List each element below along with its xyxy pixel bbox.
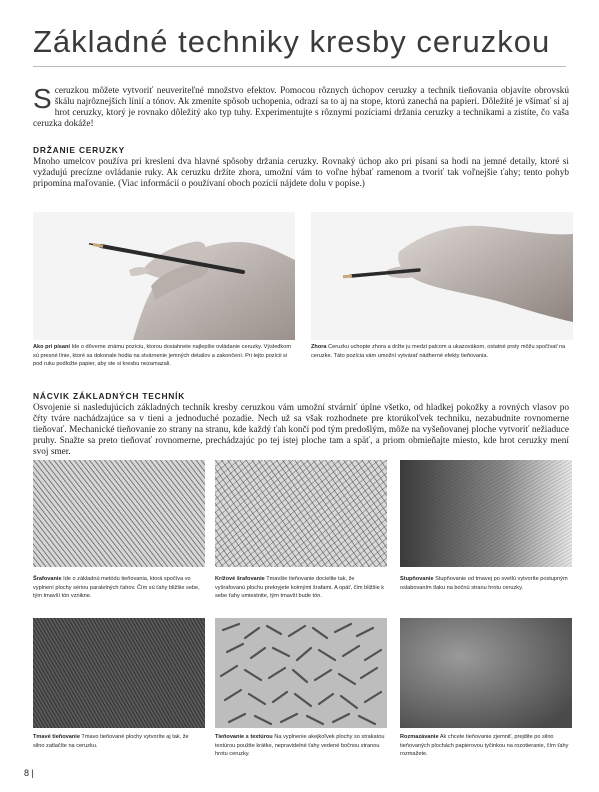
hand-holding-pencil-overhand-photo <box>311 212 573 340</box>
techniques-paragraph: Osvojenie si nasledujúcich základných techník kresby ceruzkou vám umožní stvárniť úplne všetko, od hladkej pokožky a rovných vlasov po čŕty tváre nachádzajúce sa v tieni a jednoduché pozadie. Nech už sa však rozhodnete pre ktorúkoľvek techniku, nezabudnite rovnomerne tieňovať. Mechanické tieňovanie zo strany na stranu, kde každý ťah končí pod tým predošlým, môže na vyšeňovanej ploche vytvoriť nežiaduce pruhy. Snažte sa preto tieňovať rovnomerne, prechádzajúc po tej istej ploche tam a späť, a priom obmieňajte miesto, kde hrot ceruzky mení svoj smer. <box>33 403 569 457</box>
intro-text: ceruzkou môžete vytvoriť neuveriteľné množstvo efektov. Pomocou rôznych úchopov ceruzky a techník tieňovania objavíte obrovskú škálu najrôznejších línií a tónov. Ak zmeníte spôsob uchopenia, odrazí sa to aj na stope, ktorú zanechá na papieri. Dôležité je všímať si aj hrot ceruzky, ktorý je rovnako dôležitý ako typ tuhy. Experimentujte s rôznymi pozíciami držania ceruzky a technikami a zistíte, čo vaša ceruzka dokáže! <box>33 86 569 129</box>
caption-blending <box>400 733 570 759</box>
caption-textured-shading <box>215 733 385 759</box>
section-heading-holding: DRŽANIE CERUZKY <box>33 145 126 155</box>
caption-dark-title: Tmavé tieňovanie <box>33 734 80 740</box>
intro-paragraph <box>33 83 569 130</box>
blending-sample <box>400 618 572 728</box>
caption-dark-text: Tmavo tieňované plochy vytvoríte aj tak, že silno zatlačíte na ceruzku. <box>33 734 189 749</box>
caption-cross-title: Krížové šrafovanie <box>215 576 265 582</box>
cross-hatching-sample <box>215 460 387 567</box>
caption-blend-title: Rozmazávanie <box>400 734 439 740</box>
caption-gradation-text: Stupňovanie od tmavej po svetlú vytvoríte postupným oslabovaním tlaku na bočnú stranu hrotu ceruzky. <box>400 576 568 591</box>
caption-texture-text: Na vyplnenie akejkoľvek plochy so strakatou textúrou použite krátke, nepravidelné ťahy vedené bočnou stranou hrotu ceruzky. <box>215 734 385 758</box>
hatching-sample <box>33 460 205 567</box>
holding-paragraph: Mnoho umelcov používa pri kreslení dva hlavné spôsoby držania ceruzky. Rovnaký úchop ako pri písaní sa hodí na jemné detaily, ktoré si vyžadujú precízne ovládanie ruky. Ak ceruzku držíte zhora, umožní vám to voľne hýbať ramenom a tvoriť tak voľnejšie ťahy; tento pohyb pripomína maľovanie. (Viac informácií o používaní oboch pozícií nájdete dolu v popise.) <box>33 157 569 189</box>
caption-hatching-text: Ide o základnú metódu tieňovania, ktorá spočíva vo vyplnení plochy sériou paralelných ťahov. Čím sú ťahy bližšie sebe, tým tmavší tón vznikne. <box>33 576 200 600</box>
caption-texture-title: Tieňovanie s textúrou <box>215 734 273 740</box>
caption-gradation-title: Stupňovanie <box>400 576 434 582</box>
caption-cross-hatching <box>215 575 385 601</box>
caption-hatching <box>33 575 201 601</box>
caption-gradation <box>400 575 570 592</box>
caption-writing-title: Ako pri písaní <box>33 344 70 350</box>
caption-cross-text: Tmavšie tieňovanie docielite tak, že vyšrafovanú plochu prekryjete kolmými šrafami. A opäť, čím bližšie k sebe ťahy umiestnite, tým tmavší bude tón. <box>215 576 385 600</box>
textured-shading-sample <box>215 618 387 728</box>
caption-above-text: Ceruzku uchopte zhora a držte ju medzi palcom a ukazovákom, ostatné prsty môžu spočívať na ceruzke. Táto pozícia vám umožní vytvárať nádherné efekty tieňovania. <box>311 344 566 359</box>
section-heading-techniques: NÁCVIK ZÁKLADNÝCH TECHNÍK <box>33 391 186 401</box>
caption-overhand-grip <box>311 343 566 360</box>
intro-dropcap: S <box>33 83 52 114</box>
dark-shading-sample <box>33 618 205 728</box>
caption-blend-text: Ak chcete tieňovanie zjemniť, prejdite po silno tieňovaných plochách papierovou tyčinkou na rozotieranie, čím ťahy rozmažete. <box>400 734 569 758</box>
caption-dark-shading <box>33 733 201 750</box>
gradation-sample <box>400 460 572 567</box>
title-divider <box>33 66 566 67</box>
caption-writing-text: Ide o dôverne známu pozíciu, ktorou dosiahnete najlepšie ovládanie ceruzky. Výsledkom sú presné línie, ktoré sa dokonale hodia na stvárnenie jemných detailov a zakončení. Pri tejto pozícii si pod ruku podložte papier, aby ste si kresbu nezamazali. <box>33 344 291 368</box>
caption-writing-grip <box>33 343 295 369</box>
page-number: 8 | <box>24 768 34 778</box>
page-title: Základné techniky kresby ceruzkou <box>33 24 551 59</box>
hand-holding-pencil-writing-photo <box>33 212 295 340</box>
caption-hatching-title: Šrafovanie <box>33 576 62 582</box>
caption-above-title: Zhora <box>311 344 327 350</box>
